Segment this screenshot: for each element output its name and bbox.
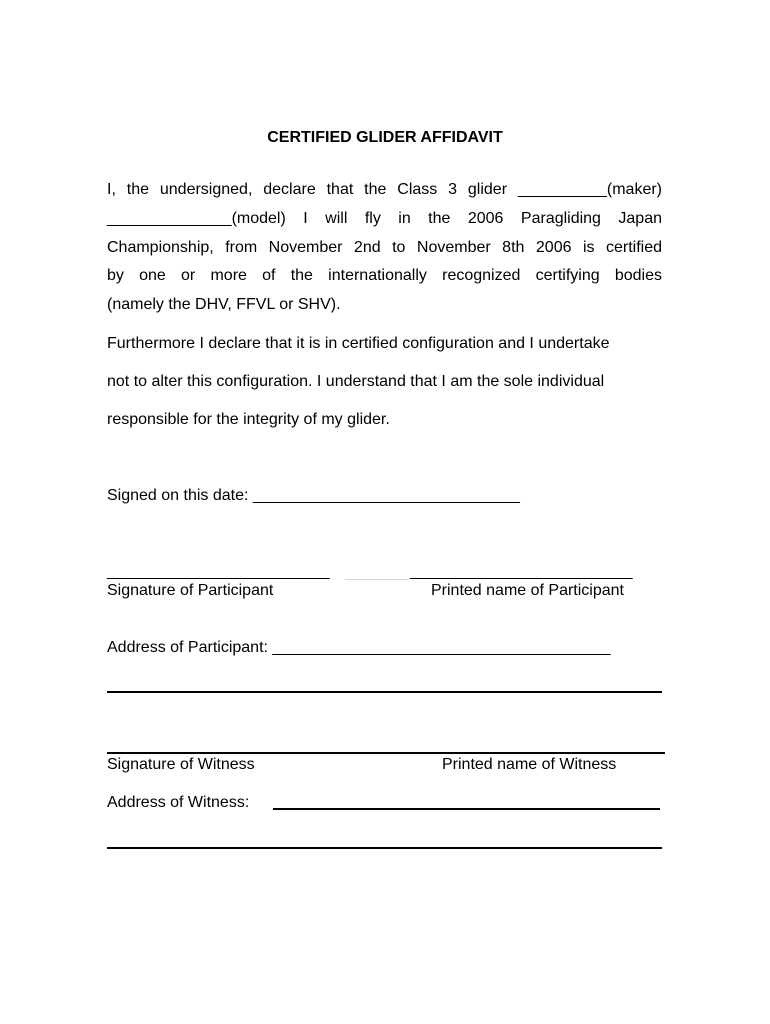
paragraph1-line-1: I, the undersigned, declare that the Class 3 glider __________(maker) [107,181,662,198]
paragraph1-line-2: ______________(model) I will fly in the 2006 Paragliding Japan [107,210,662,227]
paragraph1-line-5: (namely the DHV, FFVL or SHV). [107,296,341,313]
witness-signature-line[interactable] [107,752,665,754]
paragraph2-line-2: not to alter this configuration. I understand that I am the sole individual [107,373,605,390]
paragraph2-line-1: Furthermore I declare that it is in certified configuration and I undertake [107,335,610,352]
address-of-participant-second-line[interactable] [107,691,662,693]
participant-printed-name-line[interactable]: _________________________ [410,563,633,580]
participant-divider-rule [345,579,409,580]
printed-name-of-witness-label: Printed name of Witness [442,756,617,773]
signed-date-field[interactable]: Signed on this date: ______________________________ [107,487,520,504]
paragraph1-line-3: Championship, from November 2nd to November 8th 2006 is certified [107,239,662,256]
signature-of-participant-label: Signature of Participant [107,582,274,599]
address-of-witness-label: Address of Witness: [107,794,250,811]
paragraph1-line-4: by one or more of the internationally recognized certifying bodies [107,267,662,284]
address-of-witness-line[interactable] [273,808,660,810]
address-of-participant-field[interactable]: Address of Participant: ______________________________________ [107,639,611,656]
participant-signature-line[interactable]: _________________________ [107,563,330,580]
address-of-witness-second-line[interactable] [107,847,662,849]
signature-of-witness-label: Signature of Witness [107,756,255,773]
document-title: CERTIFIED GLIDER AFFIDAVIT [267,129,503,146]
paragraph2-line-3: responsible for the integrity of my glider. [107,411,390,428]
printed-name-of-participant-label: Printed name of Participant [431,582,624,599]
